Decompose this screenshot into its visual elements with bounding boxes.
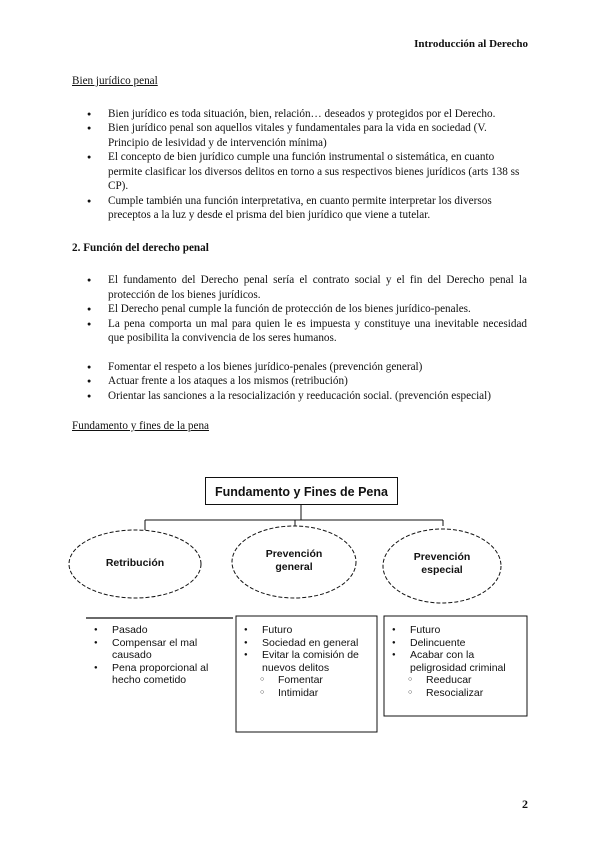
label-line: especial bbox=[421, 564, 463, 576]
list-item: ● Bien jurídico penal son aquellos vitales y fundamentales para la vida en sociedad (V. Principio de lesividad y de intervención mínima) bbox=[72, 121, 527, 150]
diagram-title: Fundamento y Fines de Pena bbox=[205, 477, 398, 505]
list-item: ● El fundamento del Derecho penal sería el contrato social y el fin del Derecho penal la protección de los bienes jurídicos. bbox=[72, 273, 527, 302]
section-title-funcion: 2. Función del derecho penal bbox=[72, 241, 209, 254]
list-item: ● Futuro bbox=[240, 624, 376, 637]
label-prevencion-especial bbox=[392, 551, 492, 577]
label-retribucion: Retribución bbox=[105, 557, 165, 569]
page-number: 2 bbox=[522, 797, 528, 811]
label-line: Prevención bbox=[413, 551, 471, 563]
list-item: ● Delincuente bbox=[388, 637, 526, 650]
list-item: ● Evitar la comisión de nuevos delitos bbox=[240, 649, 376, 674]
list-item: ● Pasado bbox=[90, 624, 234, 637]
list-item: ● Orientar las sanciones a la resocialización y reeducación social. (prevención especial) bbox=[72, 389, 527, 404]
sub-list-item: ○ Resocializar bbox=[402, 687, 526, 700]
sub-list-item: ○ Fomentar bbox=[254, 674, 376, 687]
list-item: ● La pena comporta un mal para quien le es impuesta y constituye una inevitable necesidad que posibilita la convivencia de los seres humanos. bbox=[72, 317, 527, 346]
list-item: ● Sociedad en general bbox=[240, 637, 376, 650]
list-item: ● El Derecho penal cumple la función de protección de los bienes jurídico-penales. bbox=[72, 302, 527, 317]
column-prevencion-general bbox=[240, 624, 376, 699]
sub-list-item: ○ Intimidar bbox=[254, 687, 376, 700]
label-prevencion-general bbox=[244, 548, 344, 574]
list-item: ● Cumple también una función interpretativa, en cuanto permite interpretar los diversos preceptos a la luz y desde el prisma del bien jurídico que viene a tutelar. bbox=[72, 194, 527, 223]
list-item: ● Fomentar el respeto a los bienes jurídico-penales (prevención general) bbox=[72, 360, 527, 375]
list-item: ● Actuar frente a los ataques a los mismos (retribución) bbox=[72, 374, 527, 389]
section-title-fundamento: Fundamento y fines de la pena bbox=[72, 420, 210, 432]
list-item: ● Acabar con la peligrosidad criminal bbox=[388, 649, 526, 674]
list-item: ● Pena proporcional al hecho cometido bbox=[90, 662, 234, 687]
column-retribucion bbox=[90, 624, 234, 687]
page-header: Introducción al Derecho bbox=[414, 38, 528, 50]
list-item: ● Futuro bbox=[388, 624, 526, 637]
label-line: general bbox=[275, 561, 313, 573]
list-item: ● Bien jurídico es toda situación, bien, relación… deseados y protegidos por el Derecho. bbox=[72, 107, 527, 122]
list-item: ● El concepto de bien jurídico cumple una función instrumental o sistemática, en cuanto permite clasificar los diversos delitos en torno a sus respectivos bienes jurídicos (arts 138 ss CP). bbox=[72, 150, 527, 194]
label-line: Prevención bbox=[265, 548, 323, 560]
sub-list-item: ○ Reeducar bbox=[402, 674, 526, 687]
column-prevencion-especial bbox=[388, 624, 526, 699]
list-item: ● Compensar el mal causado bbox=[90, 637, 234, 662]
section-title-bien-juridico: Bien jurídico penal bbox=[72, 75, 158, 87]
